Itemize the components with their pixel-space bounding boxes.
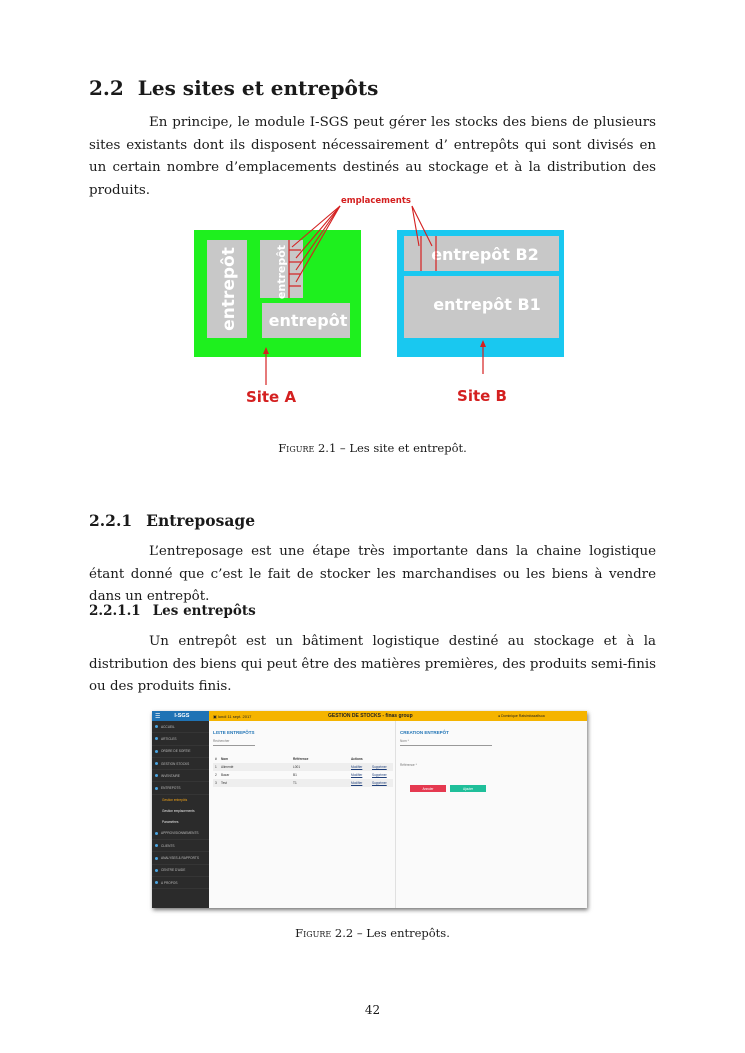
table-row bbox=[213, 771, 393, 779]
menu-icon bbox=[155, 857, 158, 860]
sidebar bbox=[152, 711, 209, 908]
table-cell: L001 bbox=[293, 765, 301, 769]
sidebar-item[interactable]: A PROPOS bbox=[152, 877, 209, 889]
subsection-heading bbox=[89, 511, 255, 530]
entrepot-label-a3: entrepôt bbox=[268, 311, 348, 330]
sidebar-item[interactable]: ENTREPOTS bbox=[152, 782, 209, 794]
table-cell: # bbox=[215, 757, 217, 761]
entrepots-paragraph: Un entrepôt est un bâtiment logistique destiné au stockage et à la distribution des biens qui peut être des matières premières, des produits semi-finis ou des produits finis. bbox=[89, 634, 656, 694]
search-input[interactable]: Rechercher bbox=[213, 739, 255, 746]
entrepot-label-b2: entrepôt B2 bbox=[431, 245, 539, 264]
edit-link[interactable]: Modifier bbox=[351, 765, 363, 769]
menu-icon bbox=[155, 832, 158, 835]
emplacements-label: emplacements bbox=[341, 196, 411, 206]
sidebar-subitem[interactable]: Gestion emplacements bbox=[162, 809, 195, 814]
menu-icon bbox=[155, 881, 158, 884]
table-row bbox=[213, 763, 393, 771]
menu-icon bbox=[155, 774, 158, 777]
site-b-label: Site B bbox=[457, 387, 507, 405]
menu-icon bbox=[155, 725, 158, 728]
entrepot-label-b1: entrepôt B1 bbox=[433, 295, 541, 314]
top-bar bbox=[209, 711, 587, 721]
table-cell: 1 bbox=[215, 765, 217, 769]
app-title: GESTION DE STOCKS - finas group bbox=[328, 713, 413, 719]
section-number: 2.2 bbox=[89, 76, 124, 100]
create-title: CREATION ENTREPÔT bbox=[400, 730, 449, 735]
delete-link[interactable]: Supprimer bbox=[372, 765, 387, 769]
sidebar-subitem[interactable]: Gestion entrepôts bbox=[162, 798, 188, 803]
sidebar-item[interactable]: CLIENTS bbox=[152, 840, 209, 852]
edit-link[interactable]: Modifier bbox=[351, 773, 363, 777]
delete-link[interactable]: Supprimer bbox=[372, 773, 387, 777]
sidebar-item[interactable]: ACCUEIL bbox=[152, 721, 209, 733]
subsection-title: Entreposage bbox=[146, 511, 256, 530]
app-screenshot bbox=[152, 711, 587, 908]
hamburger-icon[interactable]: ☰ bbox=[155, 713, 161, 720]
table-cell: Actions bbox=[351, 757, 363, 761]
table-row bbox=[213, 779, 393, 787]
subsection-number: 2.2.1 bbox=[89, 511, 133, 530]
entrepot-label-a1: entrepôt bbox=[219, 247, 239, 331]
intro-paragraph: En principe, le module I-SGS peut gérer les stocks des biens de plusieurs sites existants dont ils disposent nécessairement d’ entrepôts qui sont divisés en un certain nombre d’emplacements destinés au stockage et à la distribution des produits. bbox=[89, 115, 656, 198]
sidebar-item[interactable]: APPROVISIONNEMENTS bbox=[152, 828, 209, 840]
menu-icon bbox=[155, 750, 158, 753]
table-cell: Test bbox=[221, 781, 227, 785]
subsubsection-heading bbox=[89, 603, 256, 619]
nom-field[interactable]: Nom * bbox=[400, 739, 492, 746]
reference-field[interactable]: Référence * bbox=[400, 763, 417, 767]
section-heading bbox=[89, 76, 378, 100]
menu-icon bbox=[155, 737, 158, 740]
menu-icon bbox=[155, 844, 158, 847]
table-cell: Référence bbox=[293, 757, 309, 761]
figure1-caption: Figure 2.1 – Les site et entrepôt. bbox=[278, 441, 467, 455]
menu-icon bbox=[155, 869, 158, 872]
table-cell: Nom bbox=[221, 757, 229, 761]
page-number: 42 bbox=[364, 1003, 381, 1017]
table-cell: 2 bbox=[215, 773, 217, 777]
table-cell: 3 bbox=[215, 781, 217, 785]
cancel-button[interactable]: Annuler bbox=[410, 785, 446, 792]
sidebar-item[interactable]: ORDRE DE SORTIE bbox=[152, 746, 209, 758]
sidebar-item[interactable]: GESTION STOCKS bbox=[152, 758, 209, 770]
subsubsection-number: 2.2.1.1 bbox=[89, 603, 141, 619]
figure2-caption: Figure 2.2 – Les entrepôts. bbox=[295, 926, 450, 940]
subsubsection-title: Les entrepôts bbox=[152, 603, 256, 619]
add-button[interactable]: Ajouter bbox=[450, 785, 486, 792]
sidebar-item[interactable]: ANALYSES & RAPPORTS bbox=[152, 852, 209, 864]
app-logo: I-SGS bbox=[174, 713, 190, 719]
list-panel bbox=[209, 721, 396, 908]
sites-entrepots-diagram bbox=[192, 192, 572, 414]
sidebar-item[interactable]: CENTRE D'AIDE bbox=[152, 865, 209, 877]
sidebar-item[interactable]: INVENTAIRE bbox=[152, 770, 209, 782]
entreposage-paragraph: L’entreposage est une étape très importante dans la chaine logistique étant donné que c’est le fait de stocker les marchandises ou les biens à vendre dans un entrepôt. bbox=[89, 544, 656, 604]
menu-icon bbox=[155, 787, 158, 790]
create-panel bbox=[396, 721, 587, 908]
list-title: LISTE ENTREPÔTS bbox=[213, 730, 255, 735]
sidebar-header bbox=[152, 711, 209, 721]
menu-icon bbox=[155, 762, 158, 765]
table-cell: T1 bbox=[293, 781, 297, 785]
table-header bbox=[213, 755, 393, 763]
section-title: Les sites et entrepôts bbox=[137, 76, 379, 100]
table-cell: Alimenté bbox=[221, 765, 234, 769]
date-label: ▣ lundi 11 sept. 2017 bbox=[213, 713, 252, 719]
sidebar-subitem[interactable]: Paramètres bbox=[162, 820, 179, 825]
site-a-label: Site A bbox=[245, 388, 297, 406]
entrepot-label-a2: entrepôt bbox=[275, 244, 288, 300]
sidebar-item[interactable]: ARTICLES bbox=[152, 733, 209, 745]
table-cell: Bazar bbox=[221, 773, 230, 777]
edit-link[interactable]: Modifier bbox=[351, 781, 363, 785]
table-cell: B1 bbox=[293, 773, 297, 777]
user-name[interactable]: ● Dominique Ratsimbazafisoa bbox=[498, 714, 545, 718]
delete-link[interactable]: Supprimer bbox=[372, 781, 387, 785]
